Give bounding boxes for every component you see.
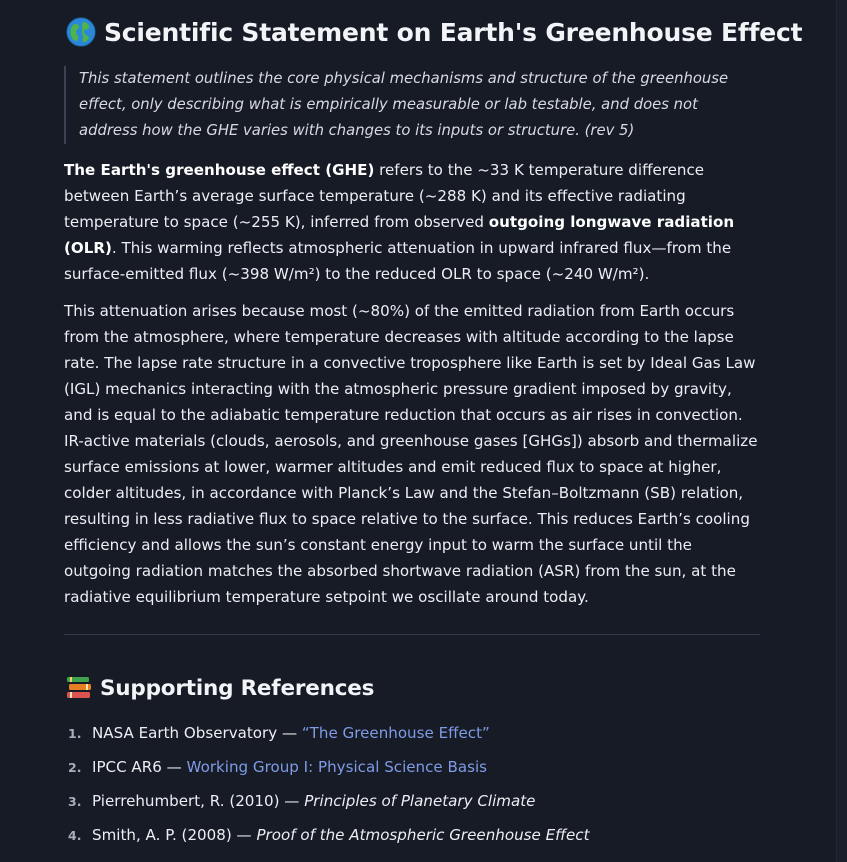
page-title [66, 16, 802, 50]
page-title-text: Scientific Statement on Earth's Greenhouse Effect [104, 18, 803, 47]
ghe-term: The Earth's greenhouse effect (GHE) [64, 161, 375, 179]
paragraph1-text-b: . This warming reflects atmospheric attenuation in upward infrared flux—from the surface-emitted flux (~398 W/m²) to the reduced OLR to space (~240 W/m²). [64, 239, 732, 283]
reference-number: 3. [68, 794, 82, 809]
reference-source: NASA Earth Observatory — [92, 724, 302, 742]
reference-number: 4. [68, 828, 82, 843]
reference-item [64, 824, 762, 858]
references-heading [66, 674, 374, 704]
summary-quote: This statement outlines the core physical mechanisms and structure of the greenhouse effect, only describing what is empirically measurable or lab testable, and does not address how the GHE varies with changes to its inputs or structure. (rev 5) [64, 66, 761, 144]
reference-link[interactable]: “The Greenhouse Effect” [301, 724, 490, 742]
ghe-definition-paragraph [64, 157, 762, 287]
reference-source: Smith, A. P. (2008) — [92, 826, 257, 844]
reference-item [64, 790, 762, 824]
globe-icon [66, 17, 96, 47]
reference-title: Proof of the Atmospheric Greenhouse Effect [256, 826, 590, 844]
reference-link[interactable]: Working Group I: Physical Science Basis [186, 758, 488, 776]
paragraph1-text-a: refers to the ~33 K temperature difference between Earth’s average surface temperature (~288 K) and its effective radiating temperature to space (~255 K), inferred from observed [64, 161, 705, 231]
references-list [64, 722, 762, 858]
mechanism-paragraph: This attenuation arises because most (~80%) of the emitted radiation from Earth occurs from the atmosphere, where temperature decreases with altitude according to the lapse rate. The lapse rate structure in a convective troposphere like Earth is set by Ideal Gas Law (IGL) mechanics interacting with the atmospheric pressure gradient imposed by gravity, and is equal to the adiabatic temperature reduction that occurs as air rises in convection. IR-active materials (clouds, aerosols, and greenhouse gases [GHGs]) absorb and thermalize surface emissions at lower, warmer altitudes and emit reduced flux to space at higher, colder altitudes, in accordance with Planck’s Law and the Stefan–Boltzmann (SB) relation, resulting in less radiative flux to space relative to the surface. This reduces Earth’s cooling efficiency and allows the sun’s constant energy input to warm the surface until the outgoing radiation matches the absorbed shortwave radiation (ASR) from the sun, at the radiative equilibrium temperature setpoint we oscillate around today. [64, 302, 758, 606]
references-heading-text: Supporting References [100, 676, 375, 701]
books-icon [66, 675, 92, 699]
reference-title: Principles of Planetary Climate [304, 792, 536, 810]
reference-number: 2. [68, 760, 82, 775]
reference-number: 1. [68, 726, 82, 741]
olr-term: outgoing longwave radiation (OLR) [64, 213, 735, 257]
reference-item [64, 722, 762, 756]
reference-source: IPCC AR6 — [92, 758, 187, 776]
section-divider [64, 634, 760, 635]
scrollbar-track[interactable] [836, 0, 847, 862]
reference-source: Pierrehumbert, R. (2010) — [92, 792, 305, 810]
reference-item [64, 756, 762, 790]
